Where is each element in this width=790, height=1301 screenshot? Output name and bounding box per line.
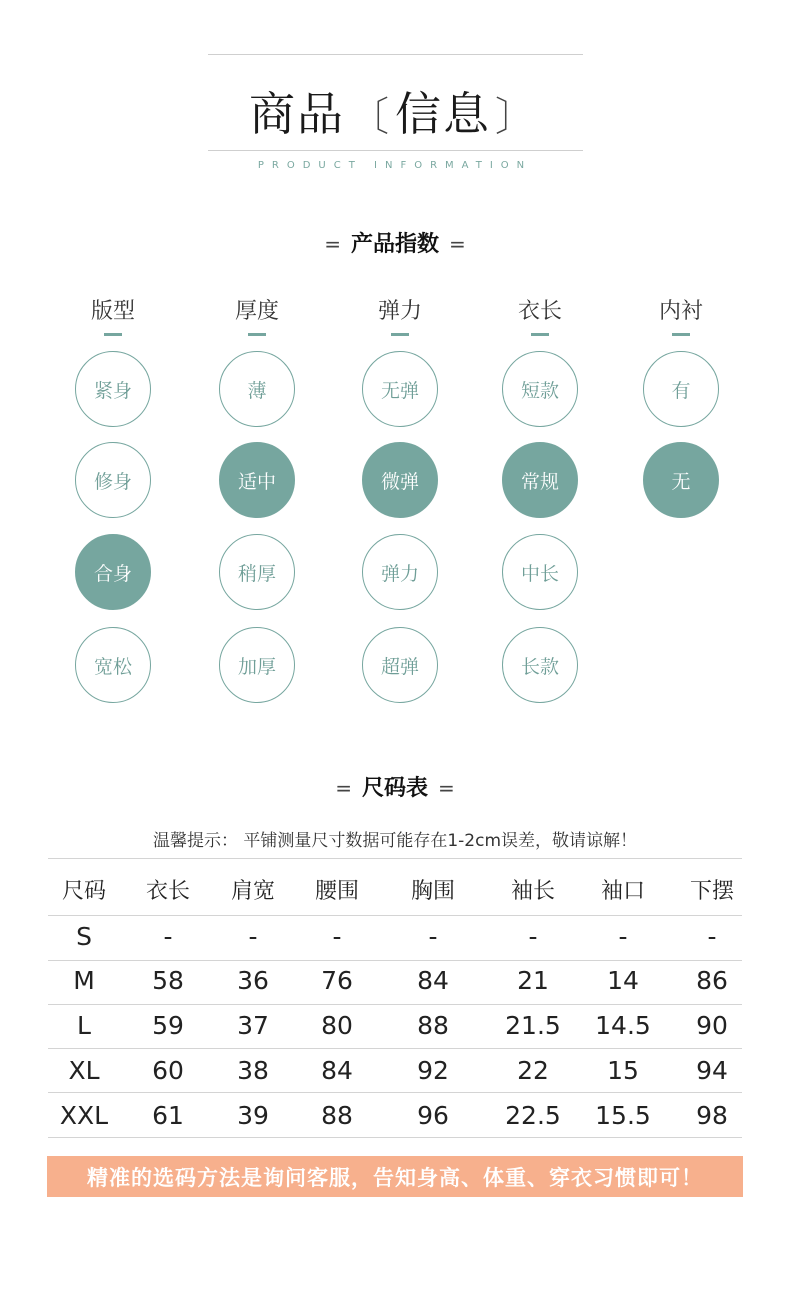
index-option: 修身	[75, 442, 151, 518]
table-header-cell: 袖口	[600, 879, 645, 904]
index-column-label: 版型	[90, 299, 135, 324]
index-option: 中长	[502, 534, 578, 610]
index-option: 稍厚	[219, 534, 295, 610]
index-section-title: 产品指数	[350, 232, 439, 257]
header-top-line	[208, 54, 583, 55]
table-cell: 38	[237, 1056, 269, 1085]
heading-eq-right: =	[449, 232, 466, 256]
table-cell: -	[163, 922, 173, 951]
table-rule	[48, 1137, 742, 1138]
page-title	[0, 78, 790, 144]
table-cell: 15.5	[595, 1101, 651, 1130]
table-cell: 80	[321, 1011, 353, 1040]
index-option: 紧身	[75, 351, 151, 427]
table-cell: -	[707, 922, 717, 951]
size-heading-eq-right: =	[438, 776, 455, 800]
index-column-label: 厚度	[234, 299, 279, 324]
table-rule	[48, 915, 742, 916]
table-cell: 76	[321, 966, 353, 995]
table-cell: S	[76, 922, 92, 951]
index-option-selected: 无	[643, 442, 719, 518]
index-option: 长款	[502, 627, 578, 703]
table-cell: XXL	[59, 1101, 109, 1130]
table-cell: 88	[417, 1011, 449, 1040]
table-cell: -	[618, 922, 628, 951]
size-section-heading	[0, 771, 790, 802]
table-cell: 14.5	[595, 1011, 651, 1040]
table-rule	[48, 858, 742, 859]
table-header-cell: 腰围	[314, 879, 359, 904]
sizing-advice-banner: 精准的选码方法是询问客服，告知身高、体重、穿衣习惯即可！	[47, 1156, 743, 1197]
table-cell: 15	[607, 1056, 639, 1085]
table-cell: -	[248, 922, 258, 951]
table-header-cell: 衣长	[145, 879, 190, 904]
index-option: 薄	[219, 351, 295, 427]
index-column-underline	[104, 333, 122, 336]
table-cell: 36	[237, 966, 269, 995]
table-cell: 61	[152, 1101, 184, 1130]
table-header-cell: 肩宽	[230, 879, 275, 904]
table-cell: 94	[696, 1056, 728, 1085]
size-section-title: 尺码表	[361, 776, 428, 801]
table-cell: 86	[696, 966, 728, 995]
table-rule	[48, 1048, 742, 1049]
index-column-header	[330, 294, 470, 336]
index-column-label: 弹力	[377, 299, 422, 324]
table-cell: 90	[696, 1011, 728, 1040]
header-bottom-line	[208, 150, 583, 151]
heading-eq-left: =	[324, 232, 341, 256]
size-heading-eq-left: =	[335, 776, 352, 800]
index-column-header	[611, 294, 751, 336]
index-column-label: 衣长	[517, 299, 562, 324]
index-column-header	[187, 294, 327, 336]
index-option-selected: 合身	[75, 534, 151, 610]
table-header-cell: 袖长	[510, 879, 555, 904]
index-column-label: 内衬	[658, 299, 703, 324]
table-cell: 58	[152, 966, 184, 995]
table-rule	[48, 960, 742, 961]
index-option: 超弹	[362, 627, 438, 703]
index-option: 弹力	[362, 534, 438, 610]
index-option-selected: 微弹	[362, 442, 438, 518]
table-cell: 96	[417, 1101, 449, 1130]
table-cell: 59	[152, 1011, 184, 1040]
table-cell: 84	[321, 1056, 353, 1085]
index-column-underline	[531, 333, 549, 336]
table-cell: 37	[237, 1011, 269, 1040]
index-option: 无弹	[362, 351, 438, 427]
table-header-cell: 胸围	[410, 879, 455, 904]
index-column-underline	[391, 333, 409, 336]
index-column-header	[43, 294, 183, 336]
table-cell: XL	[68, 1056, 100, 1085]
title-bracket-open: 〔	[349, 94, 391, 140]
index-option: 短款	[502, 351, 578, 427]
table-cell: 21	[517, 966, 549, 995]
table-cell: 14	[607, 966, 639, 995]
index-column-header	[470, 294, 610, 336]
table-rule	[48, 1004, 742, 1005]
table-cell: 22.5	[505, 1101, 561, 1130]
table-cell: 60	[152, 1056, 184, 1085]
table-header-cell: 尺码	[61, 879, 106, 904]
table-rule	[48, 1092, 742, 1093]
table-cell: 22	[517, 1056, 549, 1085]
table-cell: -	[428, 922, 438, 951]
table-cell: -	[528, 922, 538, 951]
table-cell: 39	[237, 1101, 269, 1130]
index-section-heading	[0, 227, 790, 258]
index-option-selected: 适中	[219, 442, 295, 518]
table-cell: 98	[696, 1101, 728, 1130]
index-option: 宽松	[75, 627, 151, 703]
measurement-note: 温馨提示： 平铺测量尺寸数据可能存在1-2cm误差，敬请谅解！	[152, 831, 638, 851]
table-header-cell: 下摆	[689, 879, 734, 904]
title-bracket-close: 〕	[495, 94, 537, 140]
table-cell: 84	[417, 966, 449, 995]
index-option: 加厚	[219, 627, 295, 703]
index-option: 有	[643, 351, 719, 427]
table-cell: L	[77, 1011, 91, 1040]
table-cell: M	[73, 966, 95, 995]
table-cell: 88	[321, 1101, 353, 1130]
table-cell: 21.5	[505, 1011, 561, 1040]
table-cell: 92	[417, 1056, 449, 1085]
table-cell: -	[332, 922, 342, 951]
page-subtitle: PRODUCT INFORMATION	[257, 160, 533, 171]
index-column-underline	[248, 333, 266, 336]
title-part-1: 商品	[249, 87, 345, 141]
index-column-underline	[672, 333, 690, 336]
title-part-2: 信息	[395, 87, 491, 141]
index-option-selected: 常规	[502, 442, 578, 518]
